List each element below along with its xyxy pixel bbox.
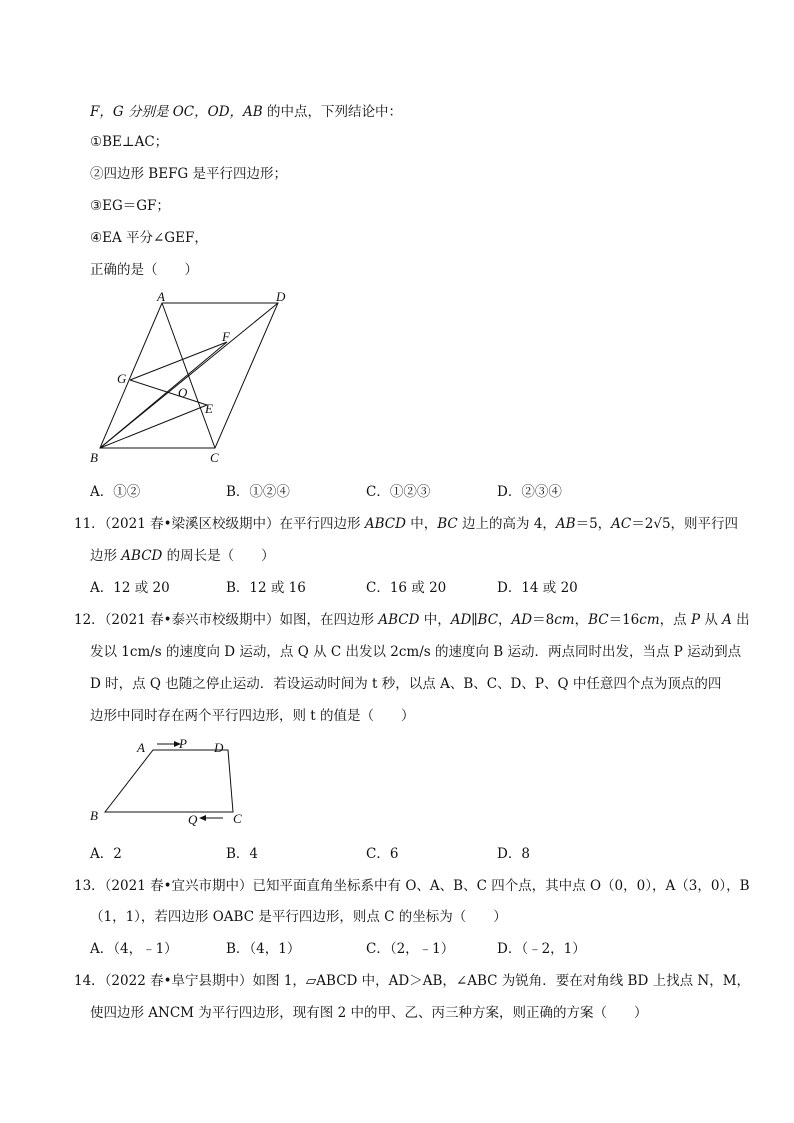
q12-l1n: P xyxy=(690,612,701,628)
q11-l2c: 的周长是（ ） xyxy=(162,548,275,564)
q13-option-a[interactable]: A．（4，﹣1） xyxy=(90,941,178,957)
q10-label-e: E xyxy=(205,401,213,416)
q11-l1g: ＝5， xyxy=(575,516,612,532)
q10-label-c: C xyxy=(210,450,219,465)
q12-stem-line1 xyxy=(74,611,750,629)
q10-intro-vars: OC，OD，AB xyxy=(172,104,263,120)
q11-l1i: ＝2√5，则平行四 xyxy=(631,516,739,532)
q10-item-3: ③EG＝GF； xyxy=(90,198,170,214)
q12-outline xyxy=(105,750,233,812)
q12-l1l: cm xyxy=(639,612,660,628)
q10-item-1: ①BE⊥AC； xyxy=(90,134,169,150)
q10-option-d[interactable]: D．②③④ xyxy=(497,484,562,500)
q11-stem-line1 xyxy=(74,515,738,533)
q11-stem-line2 xyxy=(90,547,275,565)
q11-l1d: BC xyxy=(437,516,458,532)
q10-label-g: G xyxy=(117,371,127,386)
q14-stem-line1: 14．（2022 春•阜宁县期中）如图 1，▱ABCD 中，AD＞AB，∠ABC 为锐角．要在对角线 BD 上找点 N，M， xyxy=(74,973,751,989)
q10-option-c[interactable]: C．①②③ xyxy=(366,484,431,500)
q12-l1p: A xyxy=(722,612,732,628)
q12-option-d[interactable]: D．8 xyxy=(497,846,530,862)
q11-l2a: 边形 xyxy=(90,548,122,564)
q12-l1f: AD xyxy=(511,612,533,628)
q12-label-q: Q xyxy=(188,812,198,827)
q13-stem-line1: 13．（2021 春•宜兴市期中）已知平面直角坐标系中有 O、A、B、C 四个点，其中点 O（0，0），A（3，0），B xyxy=(74,878,750,894)
q12-l1q: 出 xyxy=(731,612,750,628)
q11-l1e: 边上的高为 4， xyxy=(457,516,556,532)
q12-arrowhead-q xyxy=(199,815,206,821)
q11-l1a: 11．（2021 春•梁溪区校级期中）在平行四边形 xyxy=(74,516,365,532)
q12-label-d: D xyxy=(214,740,224,755)
q12-label-p: P xyxy=(179,736,187,751)
q12-l1o: 从 xyxy=(700,612,723,628)
q10-option-a[interactable]: A．①② xyxy=(90,484,141,500)
q11-l2b: ABCD xyxy=(121,548,163,564)
q11-l1f: AB xyxy=(555,516,576,532)
q12-l1a: 12．（2021 春•泰兴市校级期中）如图，在四边形 xyxy=(74,612,379,628)
q12-l1e: ， xyxy=(498,612,512,628)
q10-label-d: D xyxy=(276,290,286,304)
q12-l1g: ＝8 xyxy=(532,612,555,628)
q10-segment-bf xyxy=(100,342,227,448)
q12-l1k: ＝16 xyxy=(608,612,640,628)
q10-segment-ge xyxy=(130,380,207,405)
q10-ask: 正确的是（ ） xyxy=(90,262,198,278)
q13-option-b[interactable]: B．（4，1） xyxy=(226,941,301,957)
q11-option-a[interactable]: A．12 或 20 xyxy=(90,580,170,596)
q10-intro-pre: F，G 分别是 xyxy=(90,104,173,120)
q10-parallelogram-figure xyxy=(80,290,320,470)
q12-label-b: B xyxy=(90,808,98,823)
q11-option-d[interactable]: D．14 或 20 xyxy=(497,580,578,596)
q10-intro-post: 的中点，下列结论中： xyxy=(262,104,402,120)
q10-item-2: ②四边形 BEFG 是平行四边形； xyxy=(90,166,288,182)
q12-l1i: ， xyxy=(574,612,589,628)
q12-l1h: cm xyxy=(554,612,575,628)
q12-l1c: 中， xyxy=(419,612,451,628)
q13-stem-line2: （1，1），若四边形 OABC 是平行四边形，则点 C 的坐标为（ ） xyxy=(90,909,507,925)
q10-option-b[interactable]: B．①②④ xyxy=(226,484,290,500)
q10-intro xyxy=(90,103,402,121)
q11-l1c: 中， xyxy=(405,516,438,532)
q11-option-c[interactable]: C．16 或 20 xyxy=(366,580,447,596)
q12-l1m: ，点 xyxy=(659,612,691,628)
q12-l1j: BC xyxy=(588,612,609,628)
q13-option-d[interactable]: D．（﹣2，1） xyxy=(497,941,586,957)
q12-trapezoid-figure xyxy=(85,732,260,832)
q10-label-f: F xyxy=(222,329,230,344)
q11-l1h: AC xyxy=(611,516,632,532)
q10-label-b: B xyxy=(90,450,98,465)
q10-label-o: O xyxy=(178,385,188,400)
q12-stem-line3: D 时，点 Q 也随之停止运动．若设运动时间为 t 秒，以点 A、B、C、D、P、Q 中任意四个点为顶点的四 xyxy=(90,676,722,692)
q12-option-c[interactable]: C．6 xyxy=(366,846,399,862)
q13-option-c[interactable]: C．（2，﹣1） xyxy=(366,941,455,957)
q12-option-b[interactable]: B．4 xyxy=(226,846,259,862)
q10-item-4: ④EA 平分∠GEF， xyxy=(90,230,208,246)
q12-stem-line2: 发以 1cm/s 的速度向 D 运动，点 Q 从 C 出发以 2cm/s 的速度向 B 运动．两点同时出发，当点 P 运动到点 xyxy=(90,644,742,660)
q12-option-a[interactable]: A．2 xyxy=(90,846,122,862)
q12-label-a: A xyxy=(137,740,145,755)
q11-l1b: ABCD xyxy=(364,516,406,532)
q12-l1b: ABCD xyxy=(378,612,420,628)
q10-label-a: A xyxy=(157,290,165,304)
q12-label-c: C xyxy=(233,811,242,826)
q11-option-b[interactable]: B．12 或 16 xyxy=(226,580,306,596)
q12-stem-line4: 边形中同时存在两个平行四边形，则 t 的值是（ ） xyxy=(90,708,415,724)
q14-stem-line2: 使四边形 ANCM 为平行四边形，现有图 2 中的甲、乙、丙三种方案，则正确的方案（ ） xyxy=(90,1005,648,1021)
q12-l1d: AD∥BC xyxy=(450,612,499,628)
